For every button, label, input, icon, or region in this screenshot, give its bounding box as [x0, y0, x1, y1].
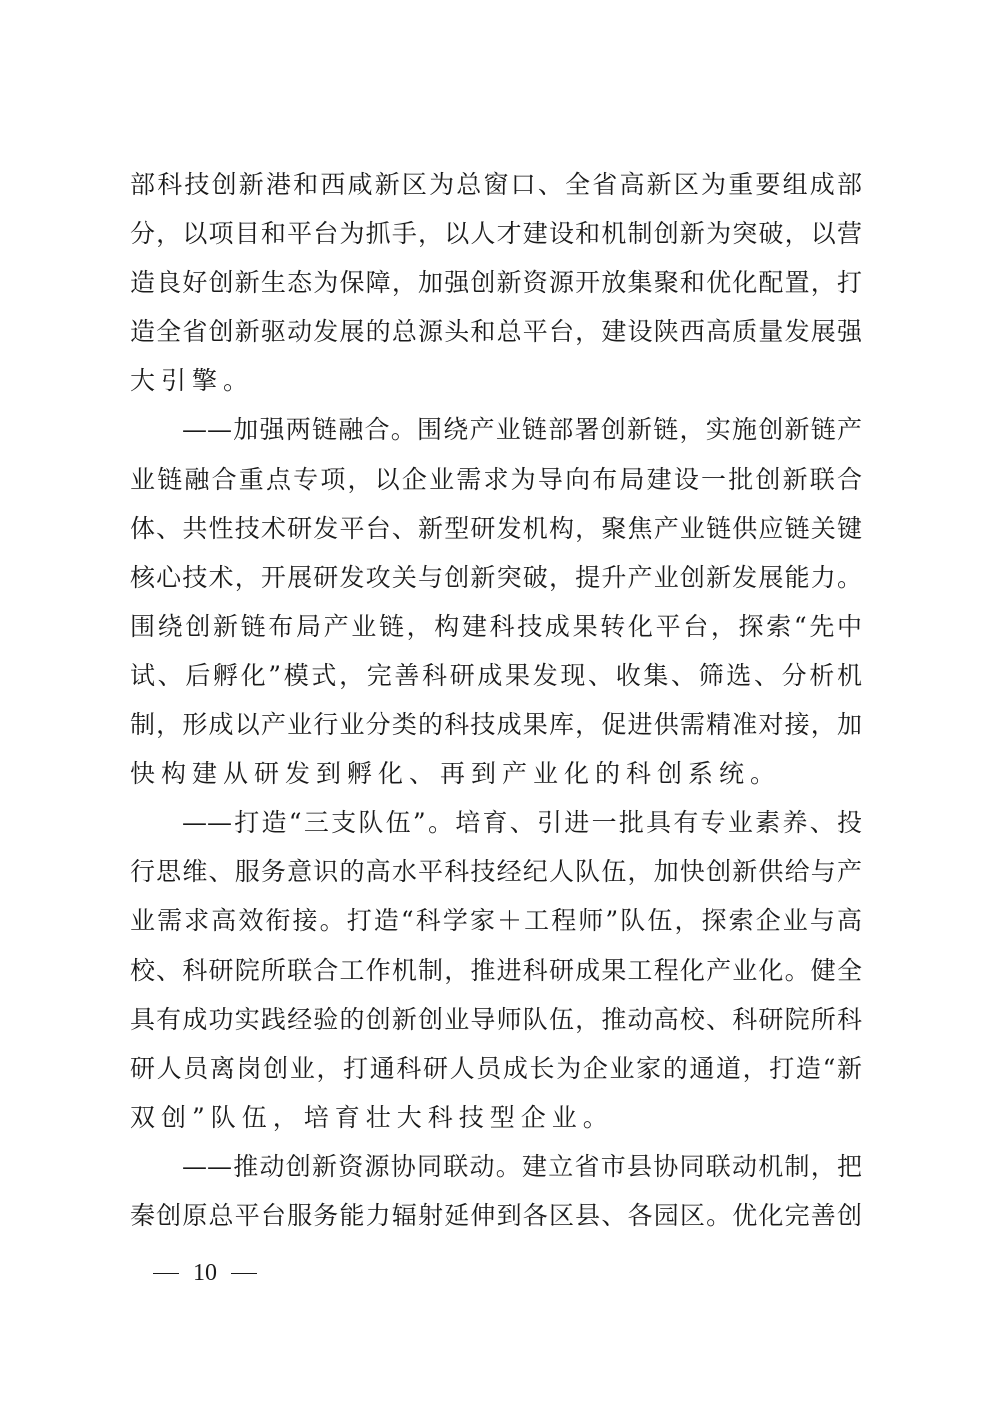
text-line: 双创”队伍，培育壮大科技型企业。 [130, 1102, 614, 1132]
text-line: 核心技术，开展研发攻关与创新突破，提升产业创新发展能力。 [130, 562, 862, 592]
text-line: 业链融合重点专项，以企业需求为导向布局建设一批创新联合 [130, 464, 862, 494]
text-line: 围绕创新链布局产业链，构建科技成果转化平台，探索“先中 [130, 611, 862, 641]
text-line: 具有成功实践经验的创新创业导师队伍，推动高校、科研院所科 [130, 1004, 862, 1034]
paragraph-start-line: ——打造“三支队伍”。培育、引进一批具有专业素养、投 [182, 808, 862, 838]
text-line: 分，以项目和平台为抓手，以人才建设和机制创新为突破，以营 [130, 219, 862, 249]
text-line: 造全省创新驱动发展的总源头和总平台，建设陕西高质量发展强 [130, 317, 862, 347]
page-number-right-dash [231, 1273, 257, 1274]
text-line: 校、科研院所联合工作机制，推进科研成果工程化产业化。健全 [130, 955, 862, 985]
document-body [130, 160, 862, 1240]
paragraph-start-line: ——加强两链融合。围绕产业链部署创新链，实施创新链产 [182, 415, 862, 445]
page-number-left-dash [153, 1273, 179, 1274]
text-line: 研人员离岗创业，打通科研人员成长为企业家的通道，打造“新 [130, 1053, 862, 1083]
page-number [153, 1252, 257, 1293]
paragraph-start-line: ——推动创新资源协同联动。建立省市县协同联动机制，把 [182, 1151, 862, 1181]
text-line: 大引擎。 [130, 366, 255, 396]
text-line: 部科技创新港和西咸新区为总窗口、全省高新区为重要组成部 [130, 170, 862, 199]
text-line: 制，形成以产业行业分类的科技成果库，促进供需精准对接，加 [130, 710, 862, 740]
text-line: 业需求高效衔接。打造“科学家＋工程师”队伍，探索企业与高 [130, 906, 862, 936]
text-line: 体、共性技术研发平台、新型研发机构，聚焦产业链供应链关键 [130, 513, 862, 543]
text-line: 秦创原总平台服务能力辐射延伸到各区县、各园区。优化完善创 [130, 1200, 862, 1230]
text-line: 造良好创新生态为保障，加强创新资源开放集聚和优化配置，打 [130, 268, 862, 298]
text-line: 快构建从研发到孵化、再到产业化的科创系统。 [130, 759, 782, 789]
text-line: 试、后孵化”模式，完善科研成果发现、收集、筛选、分析机 [130, 660, 862, 690]
text-line: 行思维、服务意识的高水平科技经纪人队伍，加快创新供给与产 [130, 857, 862, 887]
page-number-value: 10 [193, 1260, 217, 1287]
